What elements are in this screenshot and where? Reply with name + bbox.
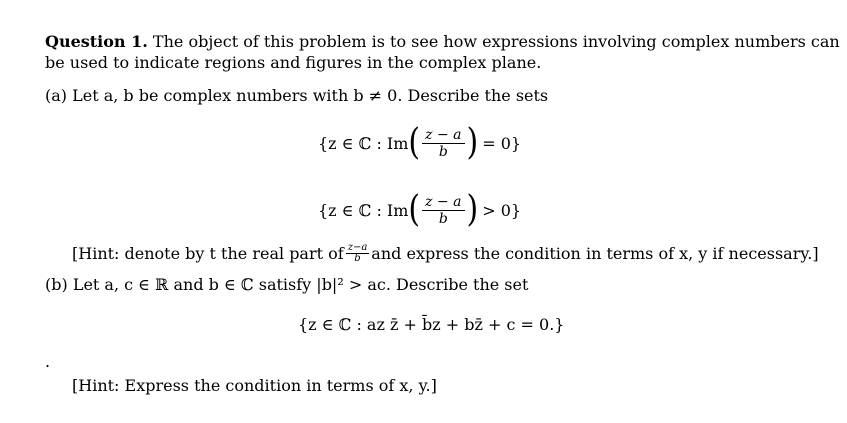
question-label: Question 1. <box>45 32 148 51</box>
question-intro-line-1 <box>45 32 840 52</box>
hint-a-fraction <box>346 243 370 264</box>
part-b-hint: [Hint: Express the condition in terms of x, y.] <box>72 376 437 395</box>
set2-suffix: > 0} <box>482 200 522 220</box>
part-a-hint <box>72 243 819 264</box>
set-equation-2: {z ∈ ℂ : Im ( $\frac{z - a}{b}$ ) > 0} <box>318 188 522 231</box>
part-b-statement: (b) Let a, c ∈ ℝ and b ∈ ℂ satisfy |b|² > ac. Describe the set <box>45 275 529 294</box>
set2-prefix: {z ∈ ℂ : Im <box>318 200 409 220</box>
hint-a-fraction-numerator: z−a <box>347 242 368 253</box>
question-intro-line-2: be used to indicate regions and figures in the complex plane. <box>45 53 542 72</box>
hint-a-suffix: and express the condition in terms of x, y if necessary.] <box>371 243 819 263</box>
set1-prefix: {z ∈ ℂ : Im <box>318 133 409 153</box>
set1-suffix: = 0} <box>482 133 522 153</box>
part-a-statement: (a) Let a, b be complex numbers with b ≠ 0. Describe the sets <box>45 86 549 105</box>
set-equation-3: {z ∈ ℂ : az z̄ + b̄z + bz̄ + c = 0.} <box>298 315 565 334</box>
set1-fraction <box>422 127 464 160</box>
question-intro-text-1: The object of this problem is to see how expressions involving complex numbers can <box>152 32 840 51</box>
set1-fraction-numerator: z − a <box>422 127 464 144</box>
stray-dot: . <box>45 352 51 371</box>
set1-fraction-denominator: b <box>438 143 448 160</box>
hint-a-fraction-denominator: b <box>354 253 361 264</box>
set-equation-1: {z ∈ ℂ : Im ( $\frac{z - a}{b}$ ) = 0} <box>318 121 522 164</box>
set2-fraction-numerator: z − a <box>422 194 464 211</box>
set2-fraction <box>422 194 464 227</box>
hint-a-prefix: [Hint: denote by t the real part of <box>72 243 344 263</box>
set2-fraction-denominator: b <box>438 210 448 227</box>
